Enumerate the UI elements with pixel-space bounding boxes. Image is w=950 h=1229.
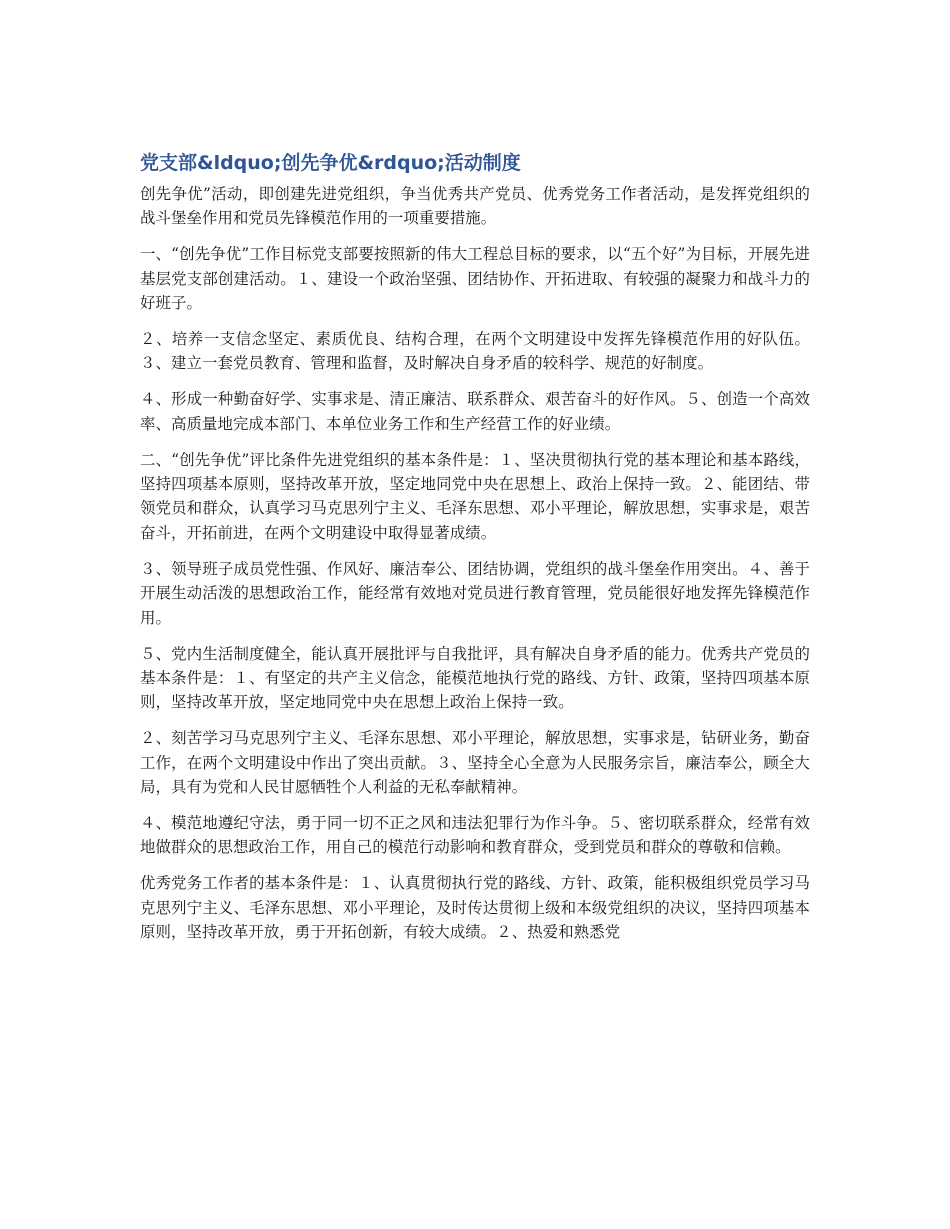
paragraph-team: ２、培养一支信念坚定、素质优良、结构合理，在两个文明建设中发挥先锋模范作用的好队伍。３、建立一套党员教育、管理和监督，及时解决自身矛盾的较科学、规范的好制度。 bbox=[140, 330, 810, 373]
paragraph-discipline: ４、模范地遵纪守法，勇于同一切不正之风和违法犯罪行为作斗争。５、密切联系群众，经常有效地做群众的思想政治工作，用自己的模范行动影响和教育群众，受到党员和群众的尊敬和信赖。 bbox=[140, 813, 810, 857]
paragraph-study: ２、刻苦学习马克思列宁主义、毛泽东思想、邓小平理论，解放思想，实事求是，钻研业务，勤奋工作，在两个文明建设中作出了突出贡献。３、坚持全心全意为人民服务宗旨，廉洁奉公，顾全大局，具有为党和人民甘愿牺牲个人利益的无私奉献精神。 bbox=[140, 729, 810, 797]
paragraph-style: ４、形成一种勤奋好学、实事求是、清正廉洁、联系群众、艰苦奋斗的好作风。５、创造一个高效率、高质量地完成本部门、本单位业务工作和生产经营工作的好业绩。 bbox=[140, 390, 810, 433]
document-page bbox=[140, 148, 810, 956]
paragraph-intro: 创先争优”活动，即创建先进党组织，争当优秀共产党员、优秀党务工作者活动，是发挥党组织的战斗堡垒作用和党员先锋模范作用的一项重要措施。 bbox=[140, 185, 810, 228]
paragraph-criteria-org: 二、“创先争优”评比条件先进党组织的基本条件是：１、坚决贯彻执行党的基本理论和基本路线，坚持四项基本原则，坚持改革开放，坚定地同党中央在思想上、政治上保持一致。２、能团结、带领党员和群众，认真学习马克思列宁主义、毛泽东思想、邓小平理论，解放思想，实事求是，艰苦奋斗，开拓前进，在两个文明建设中取得显著成绩。 bbox=[140, 450, 810, 542]
paragraph-party-workers: 优秀党务工作者的基本条件是：１、认真贯彻执行党的路线、方针、政策，能积极组织党员学习马克思列宁主义、毛泽东思想、邓小平理论，及时传达贯彻上级和本级党组织的决议，坚持四项基本原则，坚持改革开放，勇于开拓创新，有较大成绩。２、热爱和熟悉党 bbox=[140, 874, 810, 942]
document-title: 党支部&ldquo;创先争优&rdquo;活动制度 bbox=[140, 152, 521, 174]
paragraph-leadership: ３、领导班子成员党性强、作风好、廉洁奉公、团结协调，党组织的战斗堡垒作用突出。４、善于开展生动活泼的思想政治工作，能经常有效地对党员进行教育管理，党员能很好地发挥先锋模范作用。 bbox=[140, 559, 810, 627]
paragraph-party-life: ５、党内生活制度健全，能认真开展批评与自我批评，具有解决自身矛盾的能力。优秀共产党员的基本条件是：１、有坚定的共产主义信念，能模范地执行党的路线、方针、政策，坚持四项基本原则，坚持改革开放，坚定地同党中央在思想上政治上保持一致。 bbox=[140, 644, 810, 712]
paragraph-goal: 一、“创先争优”工作目标党支部要按照新的伟大工程总目标的要求，以“五个好”为目标，开展先进基层党支部创建活动。１、建设一个政治坚强、团结协作、开拓进取、有较强的凝聚力和战斗力的好班子。 bbox=[140, 245, 810, 313]
